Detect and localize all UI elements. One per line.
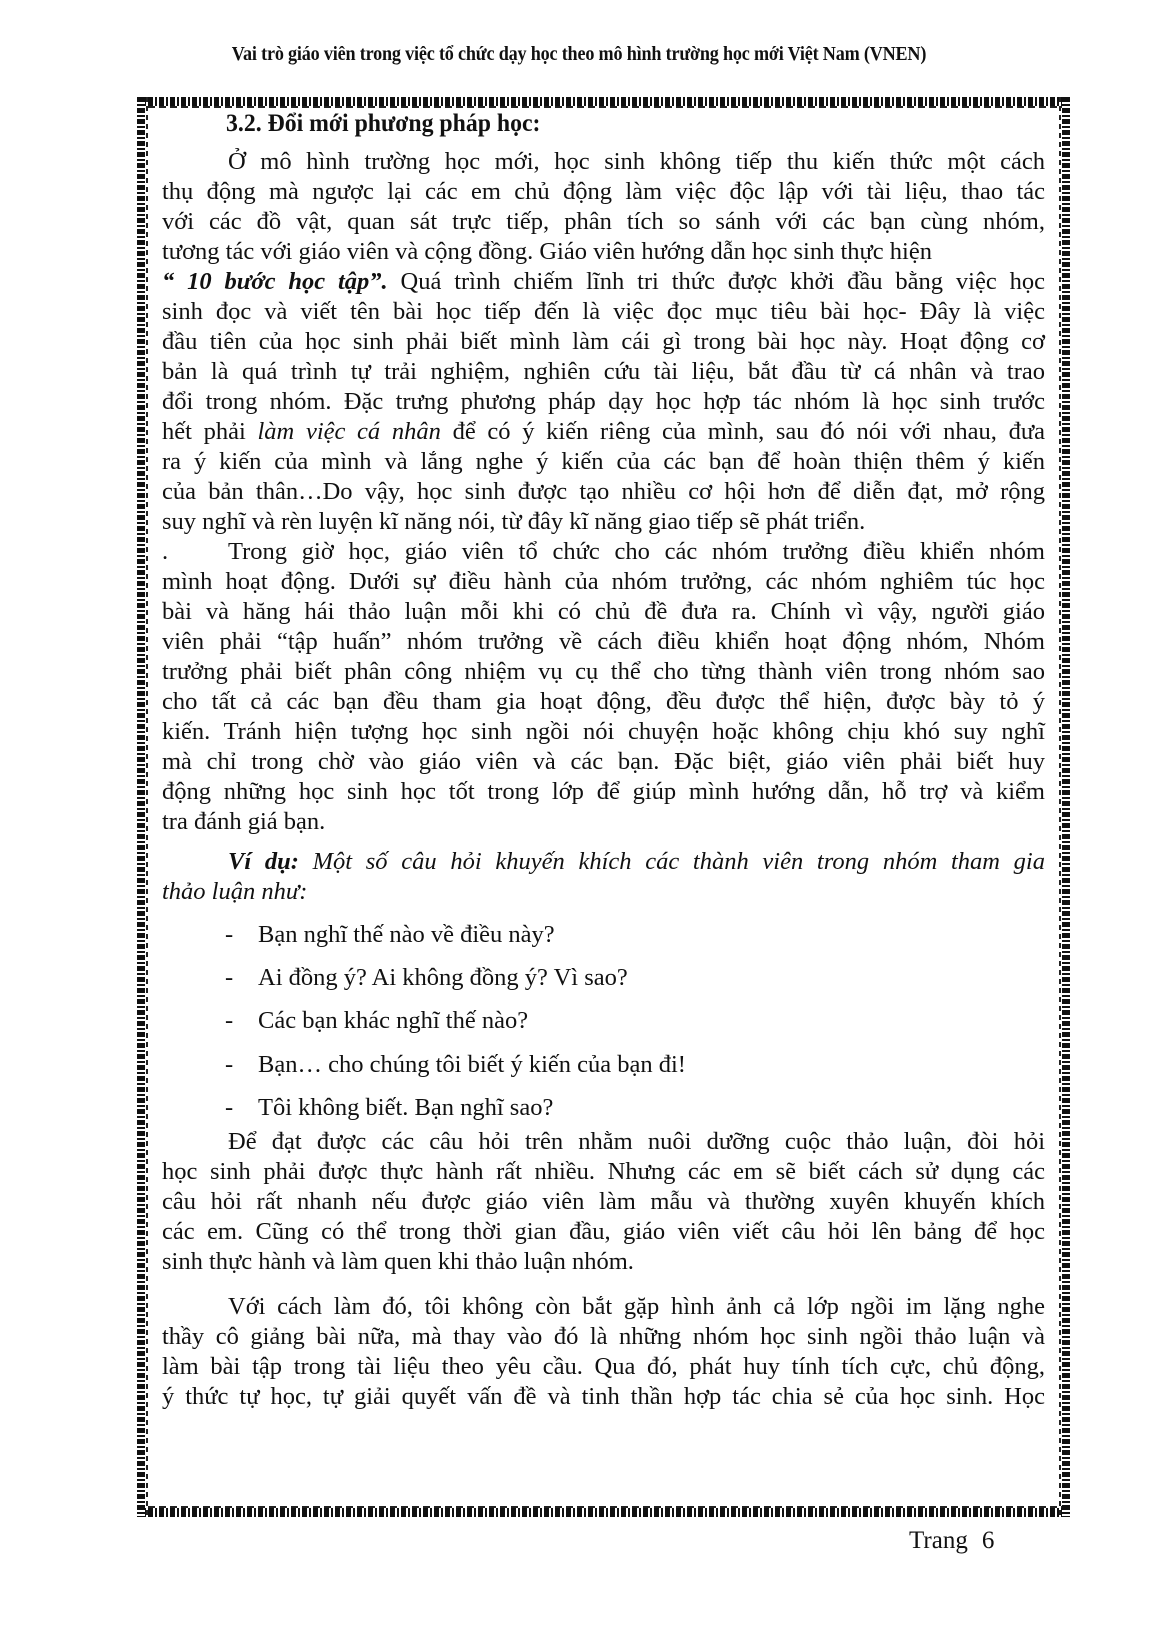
list-item [225, 963, 628, 993]
page-label: Trang [909, 1527, 968, 1554]
text-line: suy nghĩ và rèn luyện kĩ năng nói, từ đây kĩ năng giao tiếp sẽ phát triển. [162, 508, 866, 535]
list-item [225, 1050, 686, 1080]
text-span: Quá trình chiếm lĩnh tri thức được khởi đầu bằng việc học [387, 268, 1045, 295]
text-line: tra đánh giá bạn. [162, 808, 326, 835]
text-line: thầy cô giảng bài nữa, mà thay vào đó là những nhóm học sinh ngồi thảo luận và [162, 1323, 1045, 1350]
text-line: mà chỉ trong chờ vào giáo viên và các bạn. Đặc biệt, giáo viên phải biết huy [162, 748, 1045, 775]
stray-dot: . [162, 538, 169, 565]
text-line: sinh đọc và viết tên bài học tiếp đến là việc đọc mục tiêu bài học- Đây là việc [162, 298, 1045, 325]
list-item [225, 1093, 553, 1123]
border-top [137, 97, 1070, 106]
text-span: để có ý kiến riêng của mình, sau đó nói với nhau, đưa [440, 418, 1045, 445]
text-line: bản là quá trình tự trải nghiệm, nghiên cứu tài liệu, bắt đầu từ cá nhân và trao [162, 358, 1045, 385]
text-line: cho tất cả các bạn đều tham gia hoạt động, đều được thể hiện, được bày tỏ ý [162, 688, 1045, 715]
dash-marker: - [225, 964, 234, 991]
text-line [162, 267, 1045, 297]
text-line: câu hỏi rất nhanh nếu được giáo viên làm mẫu và thường xuyên khuyến khích [162, 1188, 1045, 1215]
text-line [228, 847, 1045, 877]
section-heading: 3.2. Đổi mới phương pháp học: [226, 110, 541, 137]
text-line: thụ động mà ngược lại các em chủ động làm việc độc lập với tài liệu, thao tác [162, 178, 1045, 205]
dash-marker: - [225, 1007, 234, 1034]
text-line: Trong giờ học, giáo viên tổ chức cho các nhóm trưởng điều khiển nhóm [228, 538, 1045, 565]
list-item-text: Các bạn khác nghĩ thế nào? [258, 1007, 529, 1034]
list-item-text: Ai đồng ý? Ai không đồng ý? Vì sao? [258, 964, 628, 991]
page-footer [909, 1527, 994, 1555]
text-line: Với cách làm đó, tôi không còn bắt gặp hình ảnh cả lớp ngồi im lặng nghe [228, 1293, 1045, 1320]
running-header: Vai trò giáo viên trong việc tổ chức dạy học theo mô hình trường học mới Việt Nam (VNEN) [231, 44, 927, 65]
list-item-text: Bạn nghĩ thế nào về điều này? [258, 921, 555, 948]
text-line: học sinh phải được thực hành rất nhiều. Nhưng các em sẽ biết cách sử dụng các [162, 1158, 1045, 1185]
text-line: với các đồ vật, quan sát trực tiếp, phân tích so sánh với các bạn cùng nhóm, [162, 208, 1045, 235]
text-line: ra ý kiến của mình và lắng nghe ý kiến của các bạn để hoàn thiện thêm ý kiến [162, 448, 1045, 475]
text-line: mình hoạt động. Dưới sự điều hành của nhóm trưởng, các nhóm nghiêm túc học [162, 568, 1045, 595]
text-line: bài và hăng hái thảo luận mỗi khi có chủ đề đưa ra. Chính vì vậy, người giáo [162, 598, 1045, 625]
list-item [225, 920, 555, 950]
text-span: Một số câu hỏi khuyến khích các thành viên trong nhóm tham gia [298, 848, 1045, 875]
list-item-text: Bạn… cho chúng tôi biết ý kiến của bạn đi! [258, 1051, 686, 1078]
text-line: của bản thân…Do vậy, học sinh được tạo nhiều cơ hội hơn để diễn đạt, mở rộng [162, 478, 1045, 505]
text-line: đổi trong nhóm. Đặc trưng phương pháp dạy học hợp tác nhóm là học sinh trước [162, 388, 1045, 415]
text-line: viên phải “tập huấn” nhóm trưởng về cách điều khiển hoạt động nhóm, Nhóm [162, 628, 1045, 655]
text-line: động những học sinh học tốt trong lớp để giúp mình hướng dẫn, hỗ trợ và kiểm [162, 778, 1045, 805]
text-line: các em. Cũng có thể trong thời gian đầu, giáo viên viết câu hỏi lên bảng để học [162, 1218, 1045, 1245]
text-line: thảo luận như: [162, 878, 308, 905]
text-line: ý thức tự học, tự giải quyết vấn đề và tinh thần hợp tác chia sẻ của học sinh. Học [162, 1383, 1045, 1410]
border-left [137, 97, 145, 1517]
dash-marker: - [225, 921, 234, 948]
text-line: Ở mô hình trường học mới, học sinh không tiếp thu kiến thức một cách [228, 148, 1045, 175]
border-right [1062, 97, 1070, 1517]
text-line: Để đạt được các câu hỏi trên nhằm nuôi dưỡng cuộc thảo luận, đòi hỏi [228, 1128, 1045, 1155]
page-number: 6 [981, 1527, 995, 1554]
text-line: trưởng phải biết phân công nhiệm vụ cụ thể cho từng thành viên trong nhóm sao [162, 658, 1045, 685]
text-span: hết phải [162, 418, 258, 445]
list-item [225, 1006, 528, 1036]
text-line: sinh thực hành và làm quen khi thảo luận nhóm. [162, 1248, 634, 1275]
emphasis-10-steps: “ 10 bước học tập”. [162, 268, 388, 295]
text-line: kiến. Tránh hiện tượng học sinh ngồi nói chuyện hoặc không chịu khó suy nghĩ [162, 718, 1045, 745]
text-line: làm bài tập trong tài liệu theo yêu cầu. Qua đó, phát huy tính tích cực, chủ động, [162, 1353, 1045, 1380]
dash-marker: - [225, 1051, 234, 1078]
dash-marker: - [225, 1094, 234, 1121]
text-line: tương tác với giáo viên và cộng đồng. Giáo viên hướng dẫn học sinh thực hiện [162, 238, 932, 265]
list-item-text: Tôi không biết. Bạn nghĩ sao? [258, 1094, 554, 1121]
border-bottom [137, 1508, 1070, 1517]
italic-phrase: làm việc cá nhân [257, 418, 441, 445]
text-line: đầu tiên của học sinh phải biết mình làm cái gì trong bài học này. Hoạt động cơ [162, 328, 1045, 355]
text-line [162, 417, 1045, 447]
example-label: Ví dụ: [228, 848, 299, 875]
